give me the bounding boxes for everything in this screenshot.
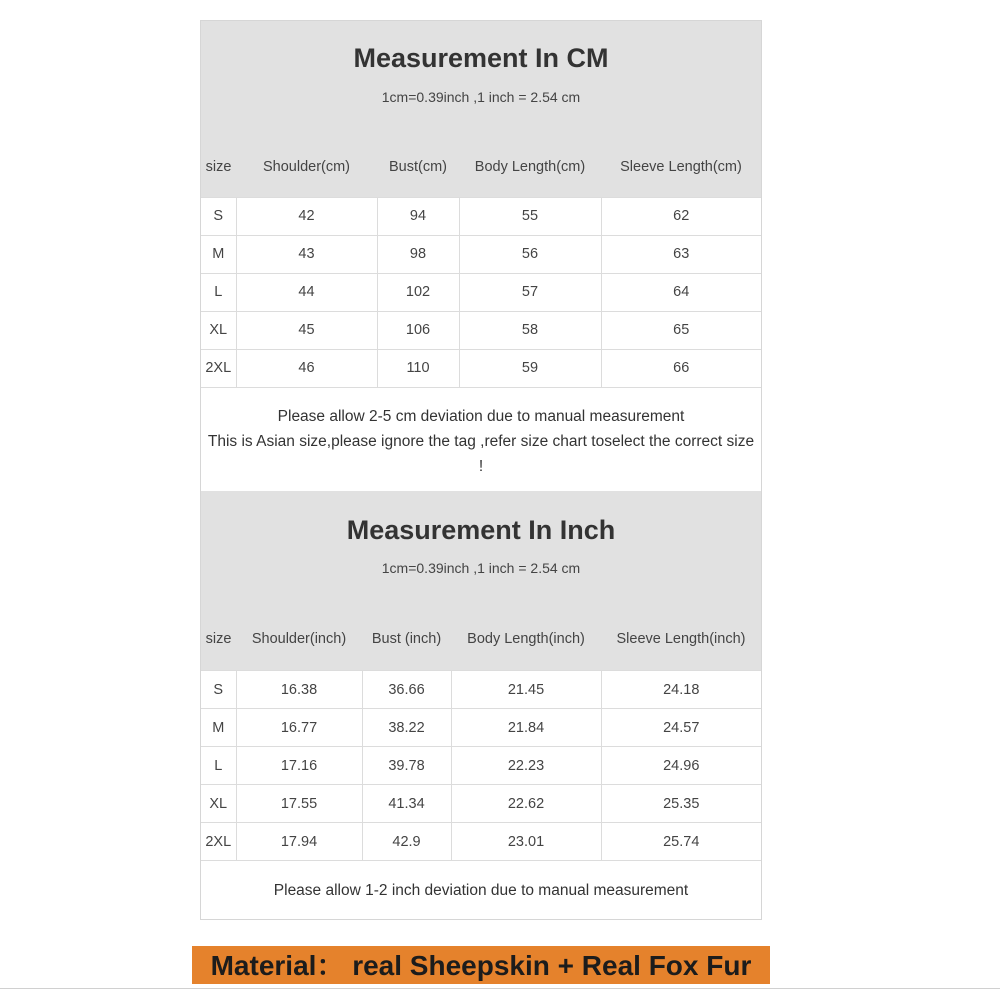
bottom-divider xyxy=(0,988,1000,989)
table-row xyxy=(201,311,761,349)
cell-sleeve-length: 63 xyxy=(601,235,761,273)
cell-bust: 94 xyxy=(377,197,459,235)
cell-bust: 110 xyxy=(377,349,459,387)
cell-body-length: 57 xyxy=(459,273,601,311)
cm-section-subtitle: 1cm=0.39inch ,1 inch = 2.54 cm xyxy=(381,89,581,105)
cell-size: S xyxy=(201,197,236,235)
cell-size: L xyxy=(201,273,236,311)
cm-deviation-text: Please allow 2-5 cm deviation due to manual measurement xyxy=(277,407,685,425)
cell-body-length: 59 xyxy=(459,349,601,387)
table-row xyxy=(201,709,761,747)
cell-size: XL xyxy=(201,311,236,349)
column-header-body-length: Body Length(cm) xyxy=(459,137,601,197)
table-row xyxy=(201,349,761,387)
cell-shoulder: 17.55 xyxy=(236,785,362,823)
cell-body-length: 56 xyxy=(459,235,601,273)
cell-body-length: 23.01 xyxy=(451,823,601,861)
cell-sleeve-length: 24.96 xyxy=(601,747,761,785)
cell-body-length: 21.84 xyxy=(451,709,601,747)
column-header-body-length: Body Length(inch) xyxy=(451,609,601,671)
cell-sleeve-length: 64 xyxy=(601,273,761,311)
table-row xyxy=(201,197,761,235)
table-row xyxy=(201,747,761,785)
cell-shoulder: 16.38 xyxy=(236,671,362,709)
cell-shoulder: 46 xyxy=(236,349,377,387)
inch-section-title: Measurement In Inch xyxy=(346,514,616,545)
cm-section-header xyxy=(201,21,761,137)
cell-body-length: 22.23 xyxy=(451,747,601,785)
cell-shoulder: 17.94 xyxy=(236,823,362,861)
cell-body-length: 55 xyxy=(459,197,601,235)
inch-size-table xyxy=(201,609,761,862)
column-header-bust: Bust (inch) xyxy=(362,609,451,671)
cell-body-length: 58 xyxy=(459,311,601,349)
cm-section-title: Measurement In CM xyxy=(353,43,609,73)
cell-size: M xyxy=(201,709,236,747)
cell-size: L xyxy=(201,747,236,785)
cell-sleeve-length: 62 xyxy=(601,197,761,235)
cell-sleeve-length: 25.74 xyxy=(601,823,761,861)
column-header-shoulder: Shoulder(cm) xyxy=(236,137,377,197)
cell-size: 2XL xyxy=(201,349,236,387)
cell-bust: 102 xyxy=(377,273,459,311)
cell-bust: 36.66 xyxy=(362,671,451,709)
table-row xyxy=(201,785,761,823)
cell-shoulder: 43 xyxy=(236,235,377,273)
cell-shoulder: 42 xyxy=(236,197,377,235)
inch-deviation-text: Please allow 1-2 inch deviation due to manual measurement xyxy=(273,882,689,899)
table-row xyxy=(201,671,761,709)
asian-size-text: This is Asian size,please ignore the tag ,refer size chart toselect the correct size ! xyxy=(207,432,755,475)
cm-deviation-note xyxy=(201,388,761,491)
cm-header-row xyxy=(201,137,761,197)
cell-shoulder: 44 xyxy=(236,273,377,311)
cell-shoulder: 17.16 xyxy=(236,747,362,785)
table-row xyxy=(201,823,761,861)
column-header-sleeve-length: Sleeve Length(inch) xyxy=(601,609,761,671)
cell-size: S xyxy=(201,671,236,709)
cell-body-length: 21.45 xyxy=(451,671,601,709)
inch-section-header xyxy=(201,491,761,609)
size-chart xyxy=(200,20,762,920)
material-banner: Material： real Sheepskin + Real Fox Fur xyxy=(192,946,770,984)
column-header-bust: Bust(cm) xyxy=(377,137,459,197)
cell-bust: 42.9 xyxy=(362,823,451,861)
cell-sleeve-length: 65 xyxy=(601,311,761,349)
cell-bust: 106 xyxy=(377,311,459,349)
inch-section-subtitle: 1cm=0.39inch ,1 inch = 2.54 cm xyxy=(381,559,581,576)
cm-size-table xyxy=(201,137,761,388)
cell-shoulder: 45 xyxy=(236,311,377,349)
cell-size: 2XL xyxy=(201,823,236,861)
cell-shoulder: 16.77 xyxy=(236,709,362,747)
cell-bust: 41.34 xyxy=(362,785,451,823)
cell-sleeve-length: 25.35 xyxy=(601,785,761,823)
cell-bust: 39.78 xyxy=(362,747,451,785)
cell-bust: 98 xyxy=(377,235,459,273)
cell-body-length: 22.62 xyxy=(451,785,601,823)
cell-bust: 38.22 xyxy=(362,709,451,747)
cell-size: M xyxy=(201,235,236,273)
cell-size: XL xyxy=(201,785,236,823)
inch-header-row xyxy=(201,609,761,671)
column-header-size: size xyxy=(201,609,236,671)
inch-deviation-note xyxy=(201,861,761,919)
cell-sleeve-length: 24.18 xyxy=(601,671,761,709)
column-header-sleeve-length: Sleeve Length(cm) xyxy=(601,137,761,197)
table-row xyxy=(201,273,761,311)
column-header-size: size xyxy=(201,137,236,197)
cell-sleeve-length: 66 xyxy=(601,349,761,387)
cell-sleeve-length: 24.57 xyxy=(601,709,761,747)
column-header-shoulder: Shoulder(inch) xyxy=(236,609,362,671)
table-row xyxy=(201,235,761,273)
